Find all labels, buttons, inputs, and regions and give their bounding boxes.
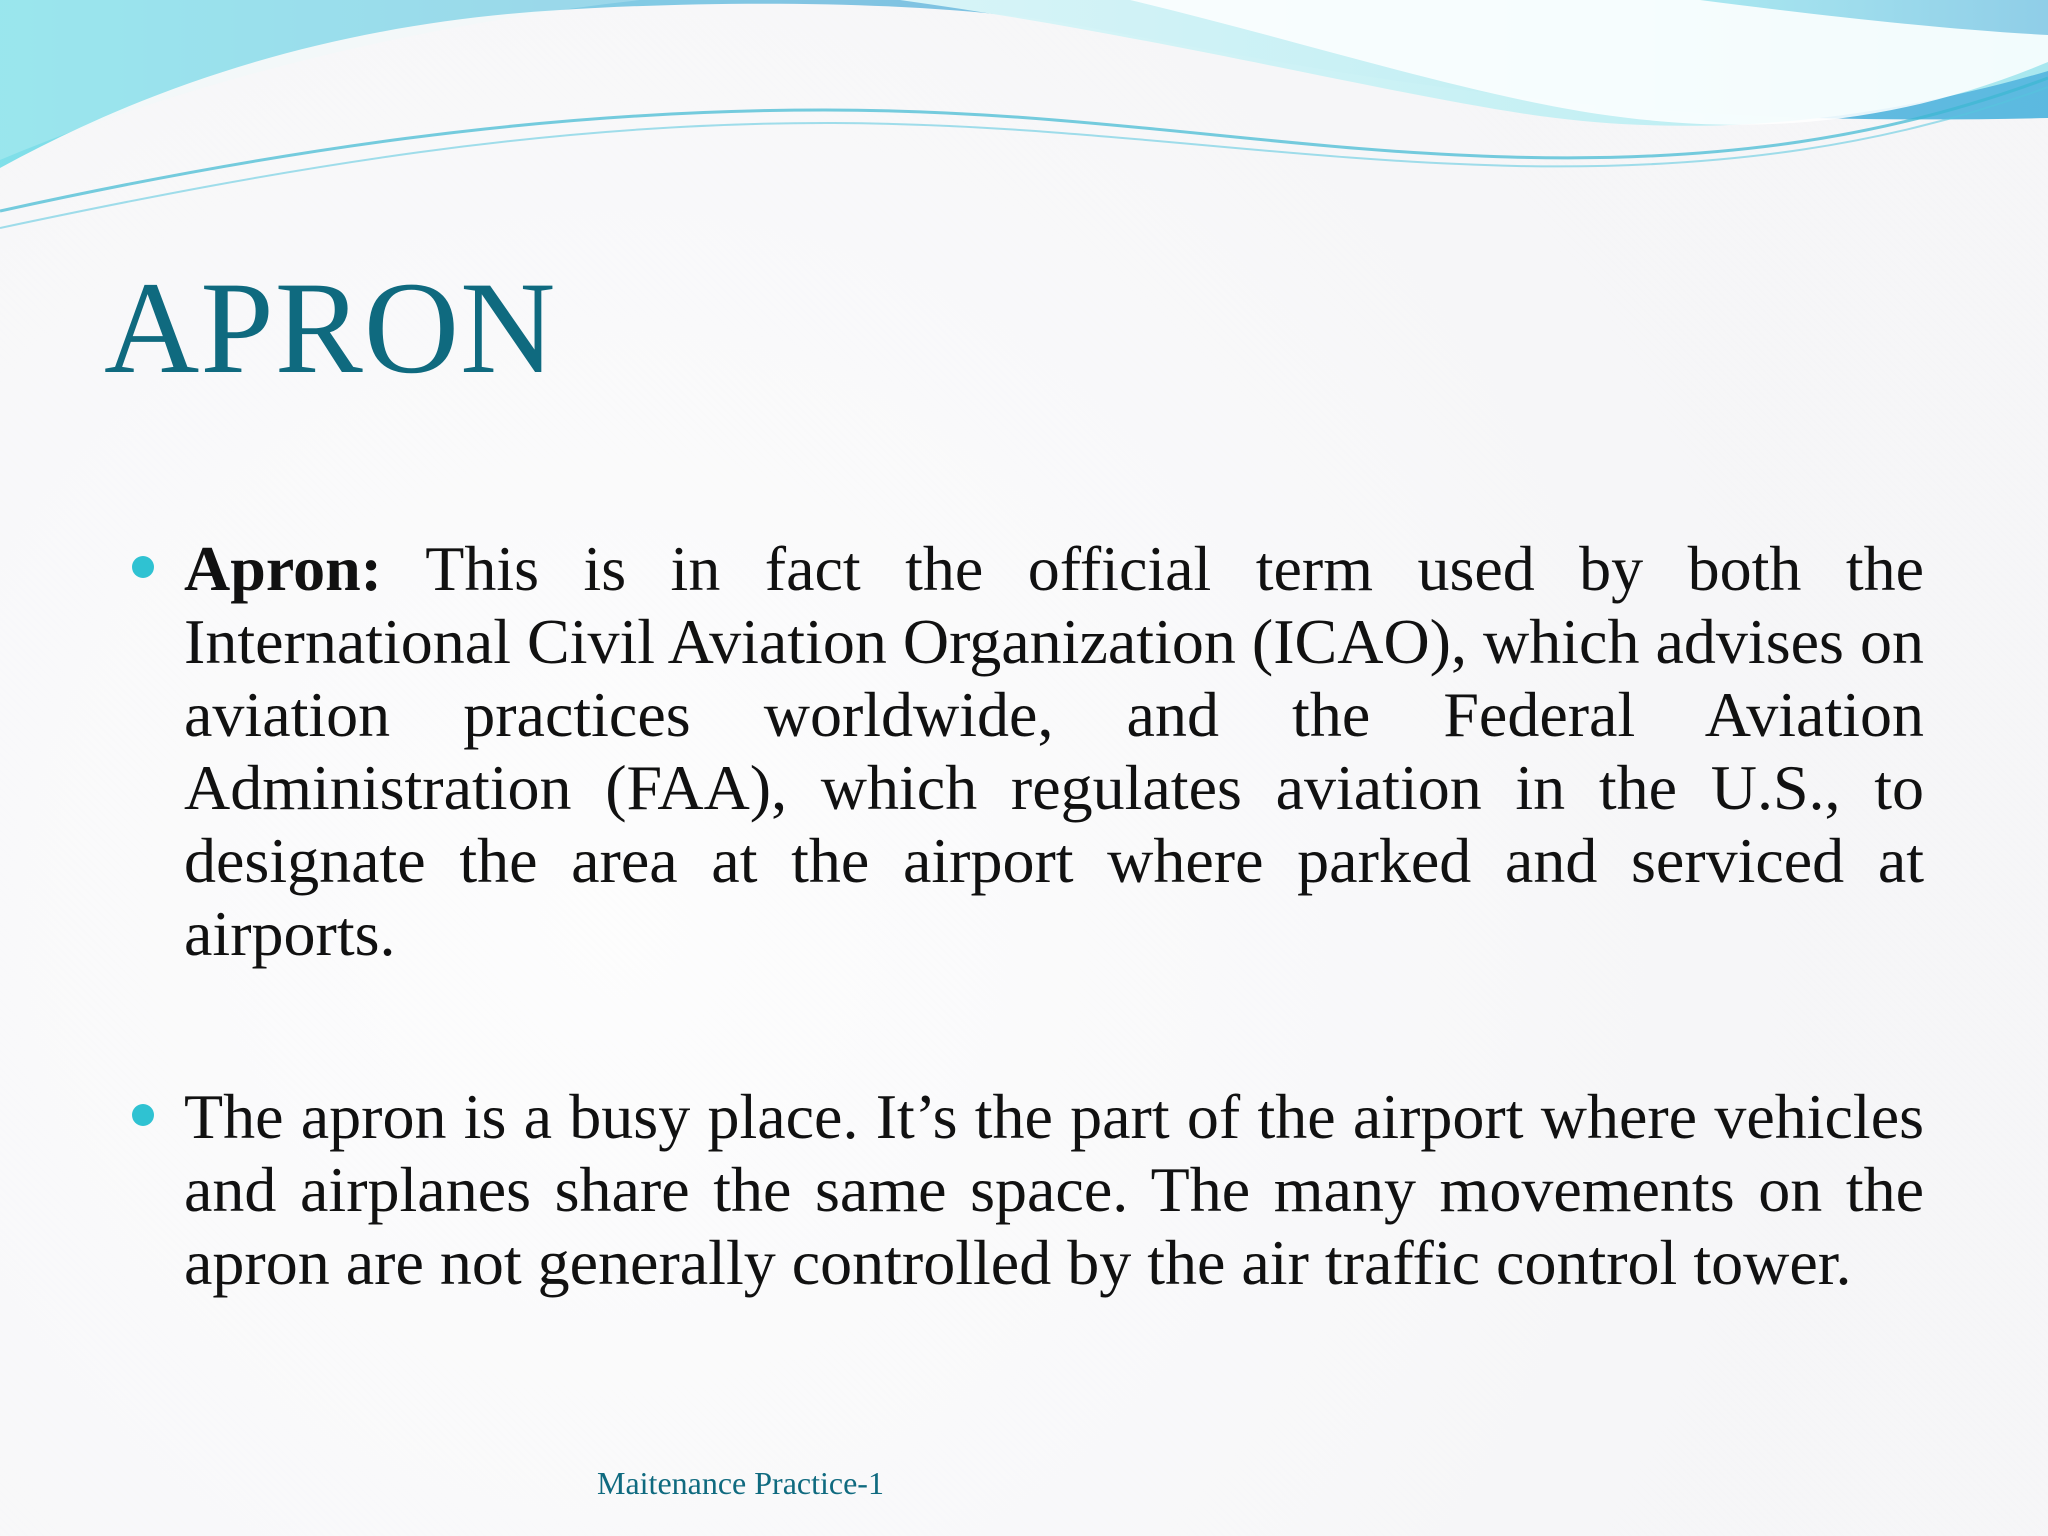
slide-footer: Maitenance Practice-1: [597, 1465, 884, 1501]
bullet-text-apron-definition: This is in fact the official term used by both the International Civil Aviation Organization (ICAO), which advises on aviation practices worldwide, and the Federal Aviation Administration (FAA), which regulates aviation in the U.S., to designate the area at the airport where parked and serviced at airports.: [184, 533, 1924, 969]
bullet-item-apron-activity: [184, 1080, 1924, 1299]
bullet-dot-icon: [132, 556, 154, 578]
bullet-item-apron-definition: [184, 532, 1924, 970]
bullet-dot-icon: [132, 1104, 154, 1126]
bullet-text-apron-activity: The apron is a busy place. It’s the part of the airport where vehicles and airplanes share the same space. The many movements on the apron are not generally controlled by the air traffic control tower.: [184, 1081, 1924, 1298]
slide-title: APRON: [104, 254, 557, 401]
bullet-list: [184, 532, 1924, 1409]
bullet-term-apron: Apron:: [184, 533, 382, 604]
